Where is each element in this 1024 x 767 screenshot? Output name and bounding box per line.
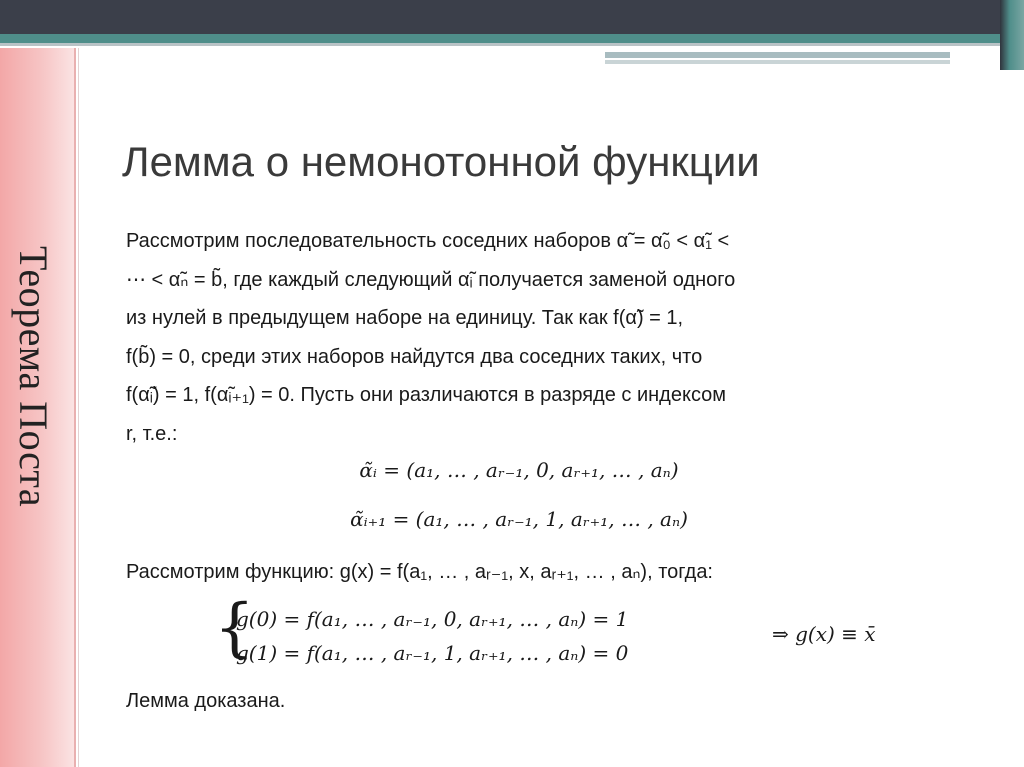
slide-body — [126, 222, 912, 712]
top-stripe-gray — [0, 43, 1024, 46]
paragraph-line: f(b̃) = 0, среди этих наборов найдутся два соседних таких, что — [126, 345, 703, 368]
top-stripe — [0, 34, 1024, 43]
system-result: ⇒ g(x) ≡ x̄ — [772, 622, 876, 646]
system-line-2: g(1) = f(a₁, … , aᵣ₋₁, 1, aᵣ₊₁, … , aₙ) = 0 — [236, 641, 629, 665]
top-bar — [0, 0, 1024, 34]
system-line-1: g(0) = f(a₁, … , aᵣ₋₁, 0, aᵣ₊₁, … , aₙ) = 1 — [236, 607, 629, 631]
accent-stripe-2 — [605, 60, 950, 64]
brace-icon: { — [214, 591, 255, 665]
side-divider — [78, 48, 79, 767]
side-title: Теорема Поста — [11, 246, 56, 508]
paragraph-line: из нулей в предыдущем наборе на единицу. Так как f(α̃) = 1, — [126, 307, 684, 329]
paragraph-line: Рассмотрим последовательность соседних наборов α̃ = α̃₀ < α̃₁ < — [126, 230, 730, 252]
slide-title: Лемма о немонотонной функции — [122, 138, 760, 185]
corner-decoration — [1000, 0, 1024, 70]
formula-alpha-i: α̃ᵢ = (a₁, … , aᵣ₋₁, 0, aᵣ₊₁, … , aₙ) — [359, 458, 679, 482]
paragraph-line: ⋯ < α̃ₙ = b̃, где каждый следующий α̃ᵢ получается заменой одного — [126, 268, 736, 291]
accent-stripe — [605, 52, 950, 58]
proof-paragraph — [126, 222, 912, 453]
paragraph-line: f(α̃ᵢ) = 1, f(α̃ᵢ₊₁) = 0. Пусть они различаются в разряде с индексом — [126, 384, 727, 406]
function-definition: Рассмотрим функцию: g(x) = f(a₁, … , aᵣ₋₁, x, aᵣ₊₁, … , aₙ), тогда: — [126, 561, 713, 583]
paragraph-line: r, т.е.: — [126, 422, 178, 445]
equation-system — [214, 591, 876, 670]
conclusion: Лемма доказана. — [126, 690, 286, 712]
formula-alpha-i-plus-1: α̃ᵢ₊₁ = (a₁, … , aᵣ₋₁, 1, aᵣ₊₁, … , aₙ) — [350, 507, 688, 531]
